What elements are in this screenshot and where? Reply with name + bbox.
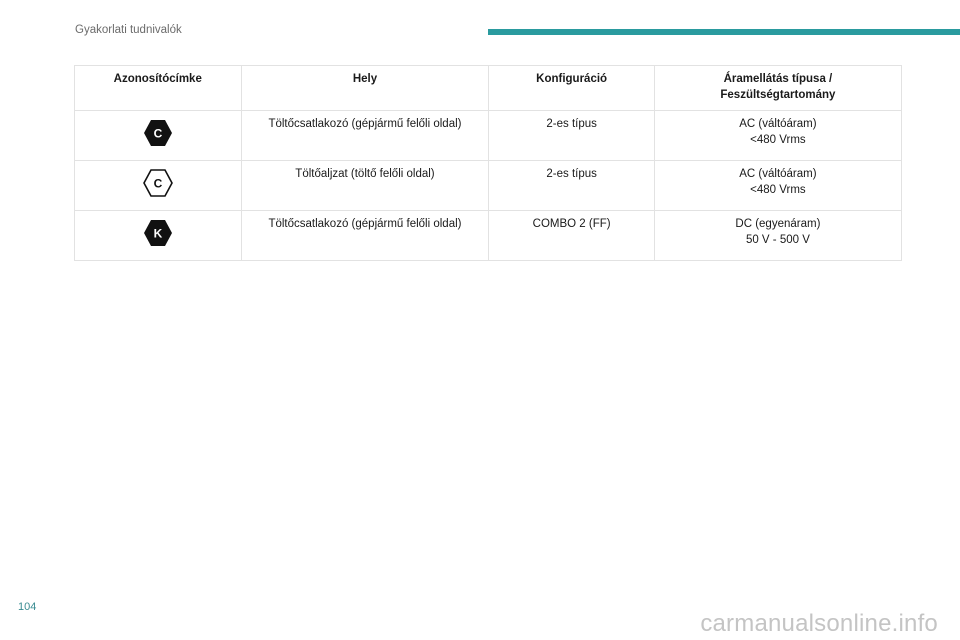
voltage-range: 50 V - 500 V — [745, 234, 810, 246]
badge-letter: C — [153, 126, 163, 141]
location-cell: Töltőcsatlakozó (gépjármű felőli oldal) — [241, 111, 489, 161]
power-cell — [654, 161, 901, 211]
header-accent-bar — [488, 29, 960, 35]
config-cell: 2-es típus — [489, 161, 654, 211]
location-cell: Töltőcsatlakozó (gépjármű felőli oldal) — [241, 211, 489, 261]
table-header-row — [75, 66, 902, 111]
power-type: AC (váltóáram) — [739, 168, 817, 180]
id-cell — [75, 111, 242, 161]
section-title: Gyakorlati tudnivalók — [75, 24, 182, 36]
badge-letter: C — [153, 176, 163, 191]
table-row — [75, 111, 902, 161]
header-power-type — [654, 66, 901, 111]
hexagon-c-outline-icon — [143, 168, 173, 198]
voltage-range: <480 Vrms — [750, 184, 806, 196]
watermark: carmanualsonline.info — [700, 610, 938, 637]
config-cell: COMBO 2 (FF) — [489, 211, 654, 261]
badge-letter: K — [153, 226, 163, 241]
header-id-label: Azonosítócímke — [75, 66, 242, 111]
header-power-type-line2: Feszültségtartomány — [720, 89, 836, 101]
power-cell — [654, 211, 901, 261]
id-cell — [75, 161, 242, 211]
power-type: AC (váltóáram) — [739, 118, 817, 130]
hexagon-k-filled-icon — [143, 218, 173, 248]
id-cell — [75, 211, 242, 261]
header-location: Hely — [241, 66, 489, 111]
header-power-type-line1: Áramellátás típusa / — [723, 73, 833, 85]
location-cell: Töltőaljzat (töltő felőli oldal) — [241, 161, 489, 211]
table-row — [75, 211, 902, 261]
hexagon-c-filled-icon — [143, 118, 173, 148]
config-cell: 2-es típus — [489, 111, 654, 161]
voltage-range: <480 Vrms — [750, 134, 806, 146]
table-row — [75, 161, 902, 211]
power-type: DC (egyenáram) — [735, 218, 821, 230]
page-number: 104 — [18, 601, 37, 613]
charging-spec-table — [74, 65, 902, 261]
power-cell — [654, 111, 901, 161]
header-configuration: Konfiguráció — [489, 66, 654, 111]
